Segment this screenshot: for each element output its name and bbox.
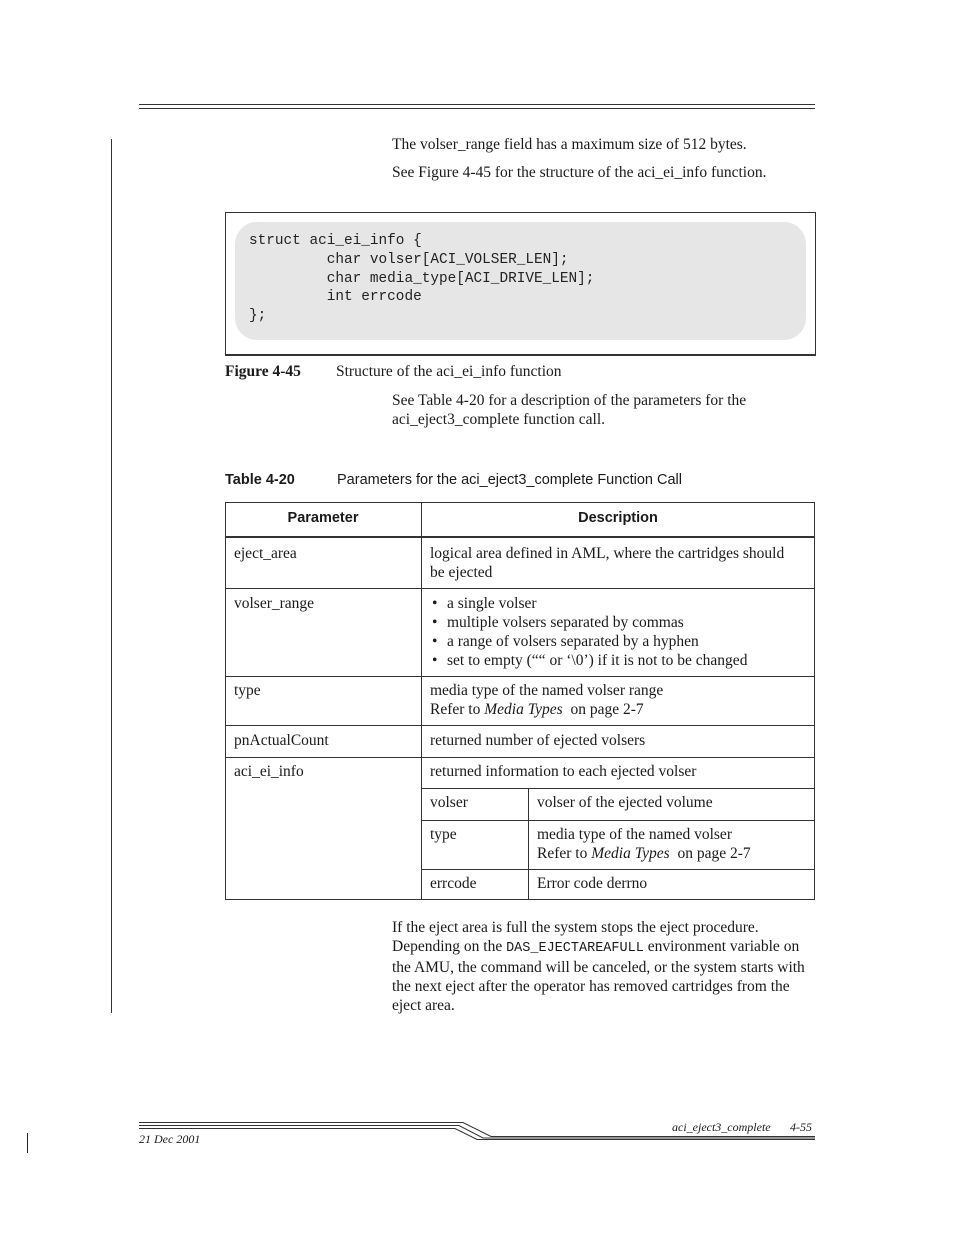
table-border [225,502,226,900]
closing-paragraph [392,918,812,1015]
table-border [225,502,815,503]
intro-line-1: The volser_range field has a maximum size of 512 bytes. [392,136,747,153]
param-cell: eject_area [234,545,297,562]
description-text: media type of the named volser range [430,682,664,699]
figure-caption-text: Structure of the aci_ei_info function [336,363,562,380]
header-rule [139,108,815,109]
header-description: Description [578,510,658,526]
table-border [814,502,815,900]
subfield-description [537,825,807,863]
description-cell [430,681,800,719]
code-block: struct aci_ei_info { char volser[ACI_VOLSER_LEN]; char media_type[ACI_DRIVE_LEN]; int errcode }; [249,233,595,325]
header-parameter: Parameter [287,510,359,526]
table-reference-paragraph: See Table 4-20 for a description of the parameters for the aci_eject3_complete function call. [392,392,747,428]
param-cell: pnActualCount [234,732,329,749]
header-separator [225,536,815,538]
header-rule [139,104,815,105]
media-types-link[interactable]: Media Types [591,845,670,862]
bullet-item: • a range of volsers separated by a hyphen [430,632,810,651]
footer-page-number: 4-55 [790,1120,812,1134]
row-separator [225,588,815,589]
column-separator [421,502,422,900]
closing-text-2: environment variable on the AMU, the command will be canceled, or the system starts with the next eject after the operator has removed cartridges from the eject area. [392,938,805,1014]
description-text: media type of the named volser [537,826,732,843]
footer-date: 21 Dec 2001 [139,1132,201,1146]
subfield-name: volser [430,794,468,811]
table-caption-text: Parameters for the aci_eject3_complete Function Call [337,472,682,488]
subfield-name: errcode [430,875,477,892]
parameters-table [225,502,815,900]
ref-suffix: on page 2-7 [669,845,751,862]
subrow-separator [421,869,815,870]
row-separator [225,676,815,677]
subrow-separator [421,788,815,789]
subrow-separator [421,820,815,821]
description-cell: returned information to each ejected volser [430,763,697,780]
description-cell: logical area defined in AML, where the cartridges should be ejected [430,545,785,581]
ref-prefix: Refer to [430,701,485,718]
ref-prefix: Refer to [537,845,592,862]
cross-reference [430,700,800,719]
figure-caption-label: Figure 4-45 [225,363,301,380]
subfield-description: volser of the ejected volume [537,794,713,811]
env-variable: DAS_EJECTAREAFULL [506,941,644,956]
cross-reference [537,844,807,863]
row-separator [225,757,815,758]
description-cell: returned number of ejected volsers [430,732,646,749]
ref-suffix: on page 2-7 [562,701,644,718]
bullet-item: • multiple volsers separated by commas [430,613,810,632]
change-bar [27,1133,28,1153]
bullet-item: • set to empty (““ or ‘\0’) if it is not to be changed [430,651,810,670]
param-cell: type [234,682,261,699]
description-bullet-list [430,594,810,670]
row-separator [225,725,815,726]
footer-section-name: aci_eject3_complete [672,1120,771,1134]
bullet-item: • a single volser [430,594,810,613]
table-border [225,899,815,900]
param-cell: volser_range [234,595,315,612]
closing-text-1: If the eject area is full the system stops the eject procedure. Depending on the [392,919,759,955]
param-cell: aci_ei_info [234,763,304,780]
change-bar [111,139,112,1013]
intro-line-2: See Figure 4-45 for the structure of the aci_ei_info function. [392,164,767,181]
table-caption-label: Table 4-20 [225,472,295,488]
subcolumn-separator [528,788,529,900]
subfield-description: Error code derrno [537,875,648,892]
media-types-link[interactable]: Media Types [484,701,563,718]
subfield-name: type [430,826,457,843]
